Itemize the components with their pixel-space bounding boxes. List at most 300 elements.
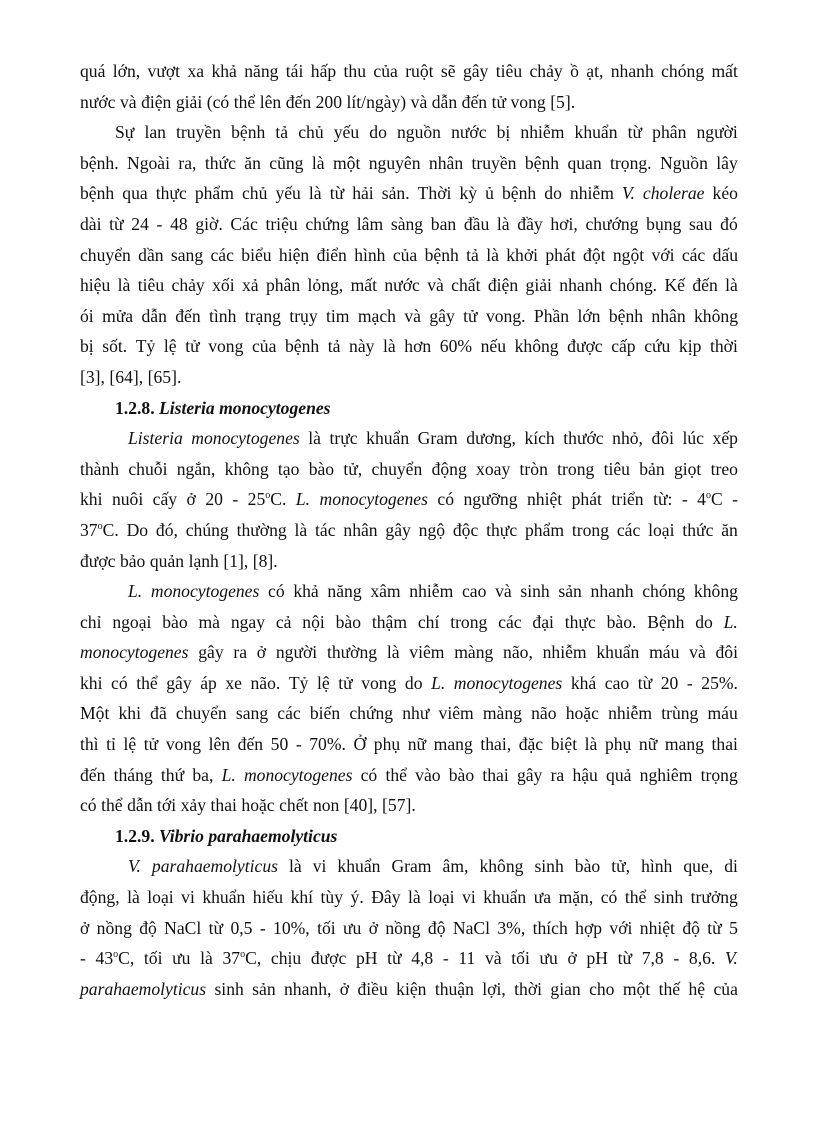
word: thậm [371,611,408,632]
word: 4,8 [411,948,434,969]
word: hệ [688,978,706,999]
word: giọt [673,458,702,479]
word: dẫn [127,795,153,816]
word: mất [350,275,377,296]
word: nước [80,91,116,112]
word: giờ. [195,213,223,234]
section-heading [80,821,738,852]
word: yếu [333,122,360,143]
word: cả [275,611,292,632]
word: ý. [350,887,364,908]
word: nhiễm [542,642,587,663]
word: thể [101,795,123,816]
word: trùng [661,703,699,724]
word: V. [621,183,635,204]
word: xa [187,61,205,81]
word: vong [208,336,244,357]
word: lít/ngày) [346,91,407,112]
word: ở [339,978,350,999]
word: Tỷ [288,672,309,693]
word: là [408,887,421,908]
word: nồng [385,917,421,938]
word: 24 [131,213,149,234]
word: biểu [241,244,272,265]
word: chứng [349,703,394,724]
word: nhân [343,519,378,540]
word: 5 [729,917,738,938]
word: tử [185,336,200,357]
text-line [80,148,738,179]
word: ra [550,764,565,785]
word: lây [716,152,738,173]
word: là [486,244,499,265]
word: giải [175,91,203,112]
word: thức [204,152,236,173]
word: bào [308,458,335,479]
word: được [80,550,116,571]
word: - [156,213,163,234]
word: phụ [373,734,401,755]
word: mang [664,734,704,755]
word: và [485,948,502,969]
word: monocytogenes [191,428,300,449]
word: phẩm [524,519,565,540]
word: cao [461,581,487,602]
word: 60% [439,336,473,357]
word: xoay [476,458,511,479]
word: ra [233,642,248,663]
word: một [622,978,651,999]
word: bệnh [608,305,644,326]
word: ạt, [586,61,604,81]
word: vong [165,734,201,755]
word: hiếu [252,887,284,908]
word: từ [329,183,345,204]
word: máu [649,642,680,663]
word: là [496,213,510,234]
word: có [268,581,285,602]
word: nhiệt [639,917,675,938]
word: bệnh [231,122,266,143]
word: bệnh [524,152,560,173]
word: khả [211,61,237,81]
word: đến [175,305,201,326]
text-line [80,546,738,577]
word: chảy [171,275,205,296]
word: chúng [185,519,229,540]
word: ở [186,489,196,510]
word: trạng [244,305,281,326]
word: 50 [270,734,289,755]
word: tỉ [106,734,116,755]
word: sang [170,244,204,265]
word: nhanh [559,275,603,296]
word: tả [275,122,289,143]
word: thế [658,978,681,999]
word: thai, [480,734,512,755]
word: đến [692,275,718,296]
word: độ [682,917,700,938]
word: Sự [115,122,135,143]
word: hơi, [550,213,578,234]
word: từ: [653,489,673,510]
word: Kế [664,275,685,296]
word: gây [462,61,489,81]
word: trong [450,611,488,632]
word: vượt [147,61,181,81]
word: vi [181,887,195,908]
word: nguyên [368,152,421,173]
word: lên [259,91,282,112]
word: pH [355,948,378,969]
word: điển [316,244,347,265]
word: chóng [642,581,686,602]
word: từ [637,672,653,693]
word: lạnh [188,550,219,571]
word: cholerae [642,183,705,204]
word: và [689,642,706,663]
word: Ngoài [127,152,170,173]
word: chứng [305,213,350,234]
text-line [80,974,738,1005]
word: chuỗi [128,458,168,479]
word: trọng. [610,152,652,173]
word: 70%. [309,734,346,755]
word: xâm [370,581,401,602]
word: dấu [712,244,738,265]
word: hình [641,856,673,877]
word: điều [357,978,388,999]
word: màng [482,703,522,724]
word: kích [524,428,555,449]
word: nhiễm [409,581,454,602]
word: chí [417,611,440,632]
word: và [404,305,421,326]
word: gian [550,978,581,999]
word: từ [627,122,643,143]
word: thực [155,183,187,204]
word: bị [496,122,511,143]
word: nhân [651,305,686,326]
word: hoặc [241,795,275,816]
word: Gram [417,428,458,449]
word: trụy [289,305,318,326]
word: pH [586,948,608,969]
text-line [80,301,738,332]
word: mất [711,61,738,81]
word: thực [564,611,596,632]
word: 11 [458,948,476,969]
word: sau [689,213,713,234]
text-line [80,209,738,240]
word: có [80,795,97,816]
word: cứu [644,336,671,357]
word: [57]. [382,795,416,816]
word: ăn [244,152,261,173]
word: bào. [606,611,637,632]
word: tối [511,948,530,969]
word: bào [162,611,188,632]
word: hình [354,244,386,265]
word: L. [221,764,236,785]
word: triển [611,489,644,510]
word: monocytogenes [319,489,428,510]
word: sản. [381,183,410,204]
word: Nguồn [659,152,708,173]
word: 20 [205,489,223,510]
word: tử [338,672,353,693]
word: 10%, [273,917,310,938]
word: mà [198,611,220,632]
word: ói [80,305,94,326]
text-line [80,270,738,301]
word: tử, [611,856,631,877]
word: nguồn [396,122,441,143]
word: thể [385,764,407,785]
word: sản [558,581,582,602]
word: do [404,672,423,693]
word: như [402,703,430,724]
word: qua [122,183,148,204]
word: khởi [506,244,539,265]
word: Các [230,213,258,234]
word: ngưỡng [463,489,518,510]
word: thứ [160,764,185,785]
word: bệnh. [80,152,119,173]
word: nghiêm [639,764,693,785]
text-line [80,943,738,974]
word: được [310,948,347,969]
word: từ [387,948,402,969]
word: thai [711,734,738,755]
text-line [80,851,738,882]
word: nội [302,611,325,632]
word: máu [707,703,738,724]
word: parahaemolyticus [80,978,207,999]
word: chảy [529,61,563,81]
word: sinh [534,856,564,877]
word: chóng [661,61,705,81]
word: tới [157,795,177,816]
word: tả [466,244,479,265]
word: sốt. [102,336,128,357]
word: thai [482,764,509,785]
word: ngay [230,611,266,632]
word: tim [326,305,350,326]
word: NaCl [452,917,491,938]
word: do [369,122,387,143]
word: lệ [123,734,137,755]
word: hợp [575,917,603,938]
word: cấp [611,336,636,357]
word: là [311,152,325,173]
word: chịu [270,948,302,969]
word: quản [149,550,185,571]
word: triệu [265,213,298,234]
word: bào [574,856,601,877]
word: màng [454,642,494,663]
word: khuẩn [483,887,527,908]
word: bệnh [502,183,537,204]
word: đã [150,703,167,724]
word: ở [368,917,379,938]
word: xếp [712,428,738,449]
word: của [392,244,418,265]
word: nhanh, [284,978,332,999]
word: từ [707,917,722,938]
word: do [695,611,713,632]
word: monocytogenes [243,764,353,785]
word: 37$^o$C. [80,519,119,540]
word: bệnh [284,336,320,357]
word: dần [138,244,164,265]
word: hoặc [565,703,599,724]
word: L. [431,672,446,693]
word: lan [144,122,166,143]
word: hiện [278,244,310,265]
text-line [80,637,738,668]
word: phân [265,275,301,296]
word: Phần [533,305,570,326]
section-heading [80,393,738,424]
word: bào [335,611,362,632]
word: (có [206,91,230,112]
word: đột [583,244,606,265]
word: [5]. [550,91,576,112]
word: thường [236,519,287,540]
word: có [360,764,378,785]
word: đôi [651,428,674,449]
word: độ [139,917,157,938]
word: trưởng [690,887,738,908]
word: dương, [466,428,516,449]
word: phát [571,489,602,510]
word: monocytogenes [150,581,260,602]
word: nhân [428,152,464,173]
word: không [693,581,738,602]
word: cũng [269,152,304,173]
word: 25$^o$C. [247,489,287,510]
word: ngột [612,244,645,265]
word: chỉ [80,611,102,632]
word: khá [570,672,597,693]
word: hậu [572,764,598,785]
word: chướng [585,213,639,234]
word: 0,5 [230,917,253,938]
document-page [80,56,738,1004]
word: xảy [180,795,207,816]
word: và [427,275,444,296]
word: parahaemolyticus [151,856,278,877]
word: xả [241,275,259,296]
word: Tỷ [135,336,156,357]
word: vong [510,91,546,112]
word: thức [682,519,714,540]
word: đầu [463,213,490,234]
word: nhiễm [608,703,653,724]
word: viêm [409,642,445,663]
word: thể [233,91,256,112]
word: nhiễm [520,122,565,143]
word: - [442,948,449,969]
text-line [80,484,738,515]
text-line [80,240,738,271]
word: và [410,91,428,112]
word: mặn, [558,887,594,908]
word: truyền [471,152,517,173]
word: Bệnh [647,611,685,632]
word: thời [514,978,543,999]
word: đến [80,764,106,785]
word: chuyển [80,244,131,265]
word: monocytogenes [80,642,189,663]
word: phát [545,244,576,265]
word: NaCl [164,917,202,938]
word: L. [128,581,143,602]
word: các [616,519,641,540]
word: khuẩn [337,856,381,877]
word: - [673,948,680,969]
word: L. [295,489,311,510]
word: tiêu [495,61,523,81]
word: di [724,856,738,877]
word: được [567,336,603,357]
word: sinh [653,887,684,908]
word: viêm [438,703,474,724]
word: thành [80,458,120,479]
word: là [200,948,213,969]
word: lệ [163,336,177,357]
word: khuẩn [574,122,618,143]
word: đó, [155,519,178,540]
word: cho [589,978,615,999]
word: ở [80,917,90,938]
word: 200 [315,91,343,112]
word: đó [720,213,738,234]
word: ruột [405,61,434,81]
word: thước [563,428,604,449]
word: bị [80,336,94,357]
word: các [210,244,234,265]
word: ban [430,213,457,234]
word: khi [118,703,141,724]
heading-text: 1.2.9. Vibrio parahaemolyticus [115,825,338,846]
word: thì [80,734,99,755]
word: ngoại [112,611,152,632]
word: phẩm [194,183,234,204]
word: bệnh [424,244,459,265]
word: tối [317,917,336,938]
word: đại [532,611,554,632]
word: với [609,917,633,938]
word: vong [361,672,397,693]
word: sàng [390,213,424,234]
word: tiêu [137,275,165,296]
word: dẫn [431,91,458,112]
word: từ [109,213,124,234]
word: thích [532,917,568,938]
word: quan [567,152,602,173]
word: 3%, [497,917,526,938]
word: từ [617,948,633,969]
word: khi [80,672,103,693]
word: thai [210,795,237,816]
word: tối [143,948,163,969]
word: khả [293,581,319,602]
word: Một [80,703,110,724]
word: hơn [404,336,432,357]
word: 25%. [701,672,738,693]
